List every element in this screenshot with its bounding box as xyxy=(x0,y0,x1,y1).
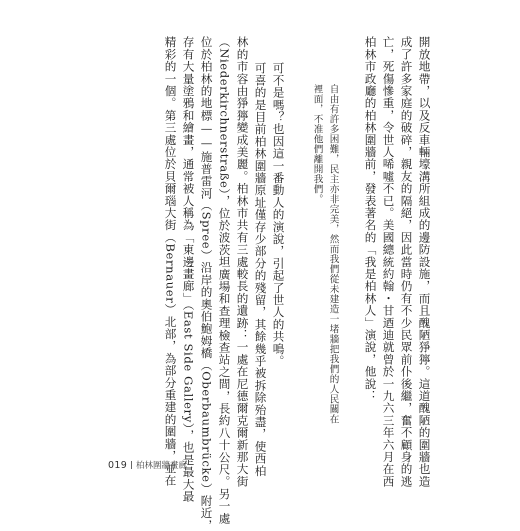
body-line: 柏林市政廳的柏林圍牆前，發表著名的「我是柏林人」演說，他說： xyxy=(363,36,378,402)
latin-term: Spree xyxy=(199,211,214,250)
latin-term: Oberbaumbrücke xyxy=(199,371,214,483)
body-line: 可喜的是目前柏林圍牆原址僅存少部分的殘留，其餘幾乎被拆除殆盡，使西柏 xyxy=(253,62,268,477)
body-line: 成了許多家庭的破碎，親友的隔絕，因此當時仍有不少民眾前仆後繼，奮不顧身的逃 xyxy=(399,36,414,488)
page-number: 019 xyxy=(108,460,128,471)
body-line: 可不是嗎？也因這一番動人的演說，引起了世人的共鳴。 xyxy=(271,62,286,367)
body-line: 位於柏林的地標——施普雷河（Spree）沿岸的奧伯鮑姆橋（Oberbaumbrücke）附近， xyxy=(199,36,214,531)
body-line: 亡，死傷慘重，令世人唏噓不已。美國總統約翰・甘迺迪就曾於一九六三年六月在西 xyxy=(381,36,396,488)
page-footer xyxy=(108,459,187,471)
latin-term: Bernauer xyxy=(163,243,178,304)
latin-term: East Side Gallery xyxy=(181,310,196,423)
latin-term: Niederkirchnerstraße xyxy=(217,48,232,189)
body-line: 存有大量塗鴉和繪畫，通常被人稱為「東邊畫廊」（East Side Gallery），也是最大最 xyxy=(181,36,196,503)
body-line: 林的市容由猙獰變成美麗。柏林市共有三處較長的遺跡：一處在尼德爾克爾新那大街 xyxy=(235,36,250,488)
block-quote-line: 裡面，不准他們離開我們。 xyxy=(311,84,323,204)
body-line: （Niederkirchnerstraße），位於波茨坦廣場和查理檢查站之間，長約八十公尺。另一處 xyxy=(217,36,232,525)
footer-divider xyxy=(131,461,132,469)
body-line: 精彩的一個。第三處位於貝爾瑙大街（Bernauer）北部，為部分重建的圍牆，並在 xyxy=(163,36,178,487)
running-title: 柏林圍牆畫廊 xyxy=(136,461,188,471)
body-line: 開放地帶，以及反車輛壕溝所組成的邊防設施，而且醜陋猙獰。這道醜陋的圍牆也造 xyxy=(417,36,432,488)
block-quote-line: 自由有許多困難，民主亦非完美，然而我們從未建造一堵牆把我們的人民關在 xyxy=(327,84,339,424)
